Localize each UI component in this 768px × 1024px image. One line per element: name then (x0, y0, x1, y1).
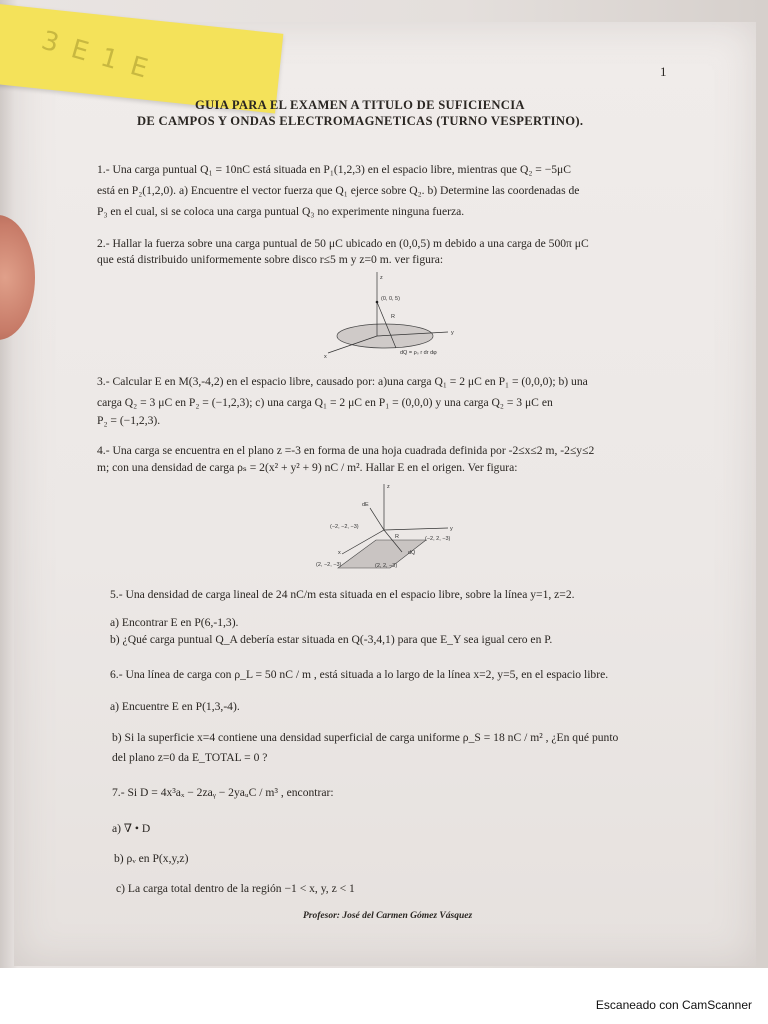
fig4-z-label: z (387, 484, 390, 490)
fig4-y-label: y (450, 526, 453, 532)
problem-5-line-1: 5.- Una densidad de carga lineal de 24 nC/m esta situada en el espacio libre, sobre la línea y=1, z=2. (110, 588, 575, 601)
y-axis (384, 528, 448, 530)
problem-3-line-1: 3.- Calcular E en M(3,-4,2) en el espacio libre, causado por: a)una carga Q₁ = 2 μC en P₁ = (0,0,0); b) una (97, 375, 588, 388)
fig2-x-label: x (324, 354, 327, 360)
fig2-dq-label: dQ = ρₛ r dr dφ (400, 350, 437, 356)
professor-footer: Profesor: José del Carmen Gómez Vásquez (303, 911, 473, 921)
title-line-1: GUIA PARA EL EXAMEN A TITULO DE SUFICIENCIA (195, 98, 525, 112)
fig4-corner-2: (−2, 2, −3) (425, 536, 451, 542)
problem-1-line-3: P₃ en el cual, si se coloca una carga puntual Q₃ no experimente ninguna fuerza. (97, 205, 465, 218)
fig4-r-label: R (395, 534, 399, 540)
problem-1-line-2: está en P₂(1,2,0). a) Encuentre el vector fuerza que Q₁ ejerce sobre Q₂. b) Determine las coordenadas de (97, 184, 580, 197)
problem-3-line-3: P₂ = (−1,2,3). (97, 414, 161, 427)
fig4-dq-label: dQ (408, 550, 416, 556)
problem-7-line-1: 7.- Si D = 4x³aₓ − 2zaᵧ − 2yaᵤC / m³ , encontrar: (112, 786, 334, 799)
problem-5-part-a: a) Encontrar E en P(6,-1,3). (110, 616, 239, 629)
problem-7-part-c: c) La carga total dentro de la región −1 < x, y, z < 1 (116, 882, 355, 895)
problem-6-part-b-line-1: b) Si la superficie x=4 contiene una densidad superficial de carga uniforme ρ_S = 18 nC / m² , ¿En qué punto (112, 731, 619, 744)
figure-square-sheet (298, 480, 468, 575)
fig4-corner-3: (2, −2, −3) (316, 562, 342, 568)
problem-1-line-1: 1.- Una carga puntual Q₁ = 10nC está situada en P₁(1,2,3) en el espacio libre, mientras que Q₂ = −5μC (97, 163, 572, 176)
problem-4-line-1: 4.- Una carga se encuentra en el plano z =-3 en forma de una hoja cuadrada definida por -2≤x≤2 m, -2≤y≤2 (97, 444, 595, 457)
fig4-corner-4: (2, 2, −3) (375, 563, 398, 569)
problem-5-part-b: b) ¿Qué carga puntual Q_A debería estar situada en Q(-3,4,1) para que E_Y sea igual cero en P. (110, 633, 553, 646)
problem-6-part-a: a) Encuentre E en P(1,3,-4). (110, 700, 240, 713)
figure-disk (320, 270, 470, 365)
de-vector (370, 508, 384, 530)
fig4-de-label: dE (362, 502, 369, 508)
problem-4-line-2: m; con una densidad de carga ρₛ = 2(x² + y² + 9) nC / m². Hallar E en el origen. Ver figura: (97, 461, 518, 474)
title-line-2: DE CAMPOS Y ONDAS ELECTROMAGNETICAS (TURNO VESPERTINO). (137, 114, 584, 128)
problem-2-line-2: que está distribuido uniformemente sobre disco r≤5 m y z=0 m. ver figura: (97, 253, 444, 266)
fig2-y-label: y (451, 330, 454, 336)
camscanner-watermark: Escaneado con CamScanner (595, 998, 752, 1012)
sticky-note-text: 3 E 1 E (38, 25, 154, 86)
problem-3-line-2: carga Q₂ = 3 μC en P₂ = (−1,2,3); c) una carga Q₁ = 2 μC en P₁ = (0,0,0) y una carga Q₂ = 3 μC en (97, 396, 553, 409)
fig2-r-label: R (391, 314, 395, 320)
fig2-z-label: z (380, 275, 383, 281)
fig2-point-label: (0, 0, 5) (381, 296, 400, 302)
point-charge-dot (376, 301, 379, 304)
fig4-corner-1: (−2, −2, −3) (330, 524, 359, 530)
disk-shape (337, 324, 433, 348)
problem-2-line-1: 2.- Hallar la fuerza sobre una carga puntual de 50 μC ubicado en (0,0,5) m debido a una carga de 500π μC (97, 237, 589, 250)
problem-6-line-1: 6.- Una línea de carga con ρ_L = 50 nC / m , está situada a lo largo de la línea x=2, y=5, en el espacio libre. (110, 668, 609, 681)
problem-7-part-b: b) ρᵥ en P(x,y,z) (114, 852, 189, 865)
page-number: 1 (660, 64, 667, 79)
problem-6-part-b-line-2: del plano z=0 da E_TOTAL = 0 ? (112, 751, 268, 764)
problem-7-part-a: a) ∇ • D (112, 822, 151, 835)
fig4-x-label: x (338, 550, 341, 556)
